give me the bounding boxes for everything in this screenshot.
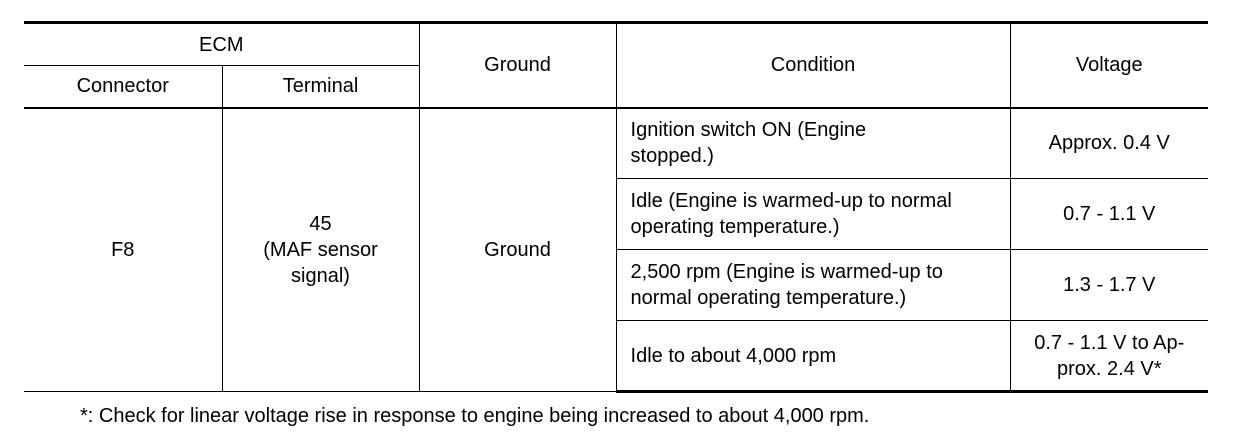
table-row [24, 108, 1208, 179]
ecm-terminal-table [24, 21, 1208, 393]
condition-line1: Idle to about 4,000 rpm [630, 344, 837, 367]
terminal-desc-line2: signal) [291, 264, 350, 287]
terminal-header: Terminal [222, 66, 419, 108]
condition-line1: Ignition switch ON (Engine [630, 119, 867, 142]
voltage-line1: 0.7 - 1.1 V [1063, 203, 1156, 225]
ground-header: Ground [419, 23, 616, 108]
terminal-number: 45 [309, 212, 332, 235]
voltage-cell [1010, 179, 1208, 250]
terminal-desc-line1: (MAF sensor [263, 238, 378, 261]
terminal-cell [222, 108, 419, 392]
condition-line2: stopped.) [630, 145, 714, 168]
condition-cell [616, 250, 1010, 321]
voltage-header: Voltage [1010, 23, 1208, 108]
condition-line2: operating temperature.) [630, 216, 840, 238]
condition-cell [616, 108, 1010, 179]
condition-header: Condition [616, 23, 1010, 108]
condition-line1: Idle (Engine is warmed-up to normal [630, 190, 952, 212]
condition-line1: 2,500 rpm (Engine is warmed-up to [630, 261, 943, 283]
voltage-cell [1010, 108, 1208, 179]
ecm-header: ECM [24, 23, 419, 66]
voltage-line1: 1.3 - 1.7 V [1063, 274, 1156, 296]
condition-cell [616, 321, 1010, 392]
connector-cell: F8 [24, 108, 222, 392]
ground-cell: Ground [419, 108, 616, 392]
connector-header: Connector [24, 66, 222, 108]
voltage-line1: 0.7 - 1.1 V to Ap- [1034, 331, 1185, 354]
footnote: *: Check for linear voltage rise in response to engine being increased to about 4,000 rpm. [80, 405, 870, 427]
voltage-cell [1010, 250, 1208, 321]
voltage-cell [1010, 321, 1208, 392]
condition-line2: normal operating temperature.) [630, 287, 907, 309]
condition-cell [616, 179, 1010, 250]
voltage-line2: prox. 2.4 V* [1057, 357, 1162, 380]
voltage-line1: Approx. 0.4 V [1048, 132, 1170, 155]
